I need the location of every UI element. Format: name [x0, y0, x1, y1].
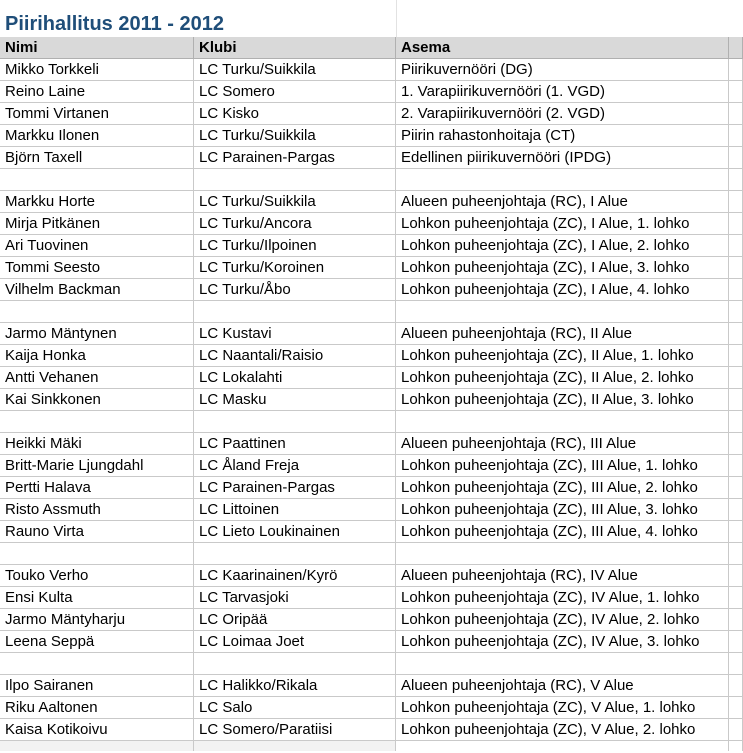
position-cell[interactable]: [396, 301, 729, 323]
position-cell[interactable]: Lohkon puheenjohtaja (ZC), IV Alue, 2. lohko: [396, 609, 729, 631]
name-cell[interactable]: Leena Seppä: [0, 631, 194, 653]
name-cell[interactable]: Tommi Seesto: [0, 257, 194, 279]
name-cell[interactable]: Kai Sinkkonen: [0, 389, 194, 411]
position-cell[interactable]: Lohkon puheenjohtaja (ZC), I Alue, 1. lohko: [396, 213, 729, 235]
column-header-name[interactable]: Nimi: [0, 37, 194, 59]
empty-cell[interactable]: [729, 477, 743, 499]
table-row: [0, 301, 743, 323]
empty-cell[interactable]: [729, 235, 743, 257]
partial-row: [0, 741, 743, 753]
table-row: [0, 169, 743, 191]
name-cell[interactable]: Kaija Honka: [0, 345, 194, 367]
club-cell[interactable]: LC Littoinen: [194, 499, 396, 521]
table-row: [0, 279, 743, 301]
empty-cell[interactable]: [729, 653, 743, 675]
table-row: [0, 323, 743, 345]
empty-cell[interactable]: [729, 345, 743, 367]
name-cell[interactable]: Heikki Mäki: [0, 433, 194, 455]
position-cell[interactable]: Lohkon puheenjohtaja (ZC), III Alue, 3. lohko: [396, 499, 729, 521]
position-cell[interactable]: [396, 653, 729, 675]
table-row: [0, 675, 743, 697]
table-row: [0, 411, 743, 433]
empty-cell[interactable]: [729, 323, 743, 345]
club-cell[interactable]: LC Lokalahti: [194, 367, 396, 389]
table-row: [0, 59, 743, 81]
empty-cell[interactable]: [729, 147, 743, 169]
name-cell[interactable]: Risto Assmuth: [0, 499, 194, 521]
name-cell[interactable]: Jarmo Mäntyharju: [0, 609, 194, 631]
club-cell[interactable]: [194, 301, 396, 323]
empty-cell[interactable]: [729, 411, 743, 433]
position-cell[interactable]: Lohkon puheenjohtaja (ZC), IV Alue, 1. lohko: [396, 587, 729, 609]
table-row: [0, 125, 743, 147]
table-row: [0, 587, 743, 609]
position-cell[interactable]: Piirikuvernööri (DG): [396, 59, 729, 81]
name-cell[interactable]: Ari Tuovinen: [0, 235, 194, 257]
table-row: [0, 213, 743, 235]
position-cell[interactable]: Alueen puheenjohtaja (RC), III Alue: [396, 433, 729, 455]
name-cell[interactable]: [0, 169, 194, 191]
position-cell[interactable]: [396, 411, 729, 433]
empty-cell[interactable]: [729, 367, 743, 389]
table-row: [0, 103, 743, 125]
table-row: [0, 345, 743, 367]
name-cell[interactable]: Markku Horte: [0, 191, 194, 213]
position-cell[interactable]: Lohkon puheenjohtaja (ZC), I Alue, 4. lohko: [396, 279, 729, 301]
name-cell[interactable]: Jarmo Mäntynen: [0, 323, 194, 345]
position-cell[interactable]: Lohkon puheenjohtaja (ZC), V Alue, 2. lohko: [396, 719, 729, 741]
empty-cell[interactable]: [729, 609, 743, 631]
empty-cell[interactable]: [729, 741, 743, 751]
position-cell[interactable]: Edellinen piirikuvernööri (IPDG): [396, 147, 729, 169]
empty-cell[interactable]: [729, 587, 743, 609]
table-row: [0, 697, 743, 719]
table-row: [0, 653, 743, 675]
column-header-row: [0, 37, 743, 59]
club-cell[interactable]: LC Parainen-Pargas: [194, 477, 396, 499]
name-cell[interactable]: Mirja Pitkänen: [0, 213, 194, 235]
empty-cell[interactable]: [729, 169, 743, 191]
club-cell[interactable]: [194, 653, 396, 675]
table-row: [0, 609, 743, 631]
club-cell[interactable]: LC Salo: [194, 697, 396, 719]
position-cell[interactable]: Alueen puheenjohtaja (RC), II Alue: [396, 323, 729, 345]
table-row: [0, 631, 743, 653]
name-cell[interactable]: [0, 543, 194, 565]
position-cell[interactable]: Lohkon puheenjohtaja (ZC), II Alue, 3. lohko: [396, 389, 729, 411]
club-cell[interactable]: [194, 169, 396, 191]
column-header-club[interactable]: Klubi: [194, 37, 396, 59]
empty-cell[interactable]: [396, 741, 729, 751]
name-cell[interactable]: Vilhelm Backman: [0, 279, 194, 301]
table-row: [0, 565, 743, 587]
name-cell[interactable]: [0, 301, 194, 323]
empty-cell[interactable]: [729, 697, 743, 719]
empty-cell[interactable]: [0, 741, 194, 751]
position-cell[interactable]: [396, 169, 729, 191]
name-cell[interactable]: Björn Taxell: [0, 147, 194, 169]
club-cell[interactable]: LC Turku/Åbo: [194, 279, 396, 301]
position-cell[interactable]: Lohkon puheenjohtaja (ZC), IV Alue, 3. lohko: [396, 631, 729, 653]
club-cell[interactable]: LC Turku/Suikkila: [194, 59, 396, 81]
table-row: [0, 191, 743, 213]
empty-cell[interactable]: [729, 257, 743, 279]
name-cell[interactable]: Touko Verho: [0, 565, 194, 587]
column-header-position[interactable]: Asema: [396, 37, 729, 59]
name-cell[interactable]: Ensi Kulta: [0, 587, 194, 609]
table-row: [0, 455, 743, 477]
club-cell[interactable]: LC Naantali/Raisio: [194, 345, 396, 367]
title-cell[interactable]: [0, 0, 396, 37]
club-cell[interactable]: LC Turku/Suikkila: [194, 125, 396, 147]
empty-cell[interactable]: [729, 675, 743, 697]
club-cell[interactable]: LC Åland Freja: [194, 455, 396, 477]
empty-cell[interactable]: [729, 543, 743, 565]
club-cell[interactable]: LC Masku: [194, 389, 396, 411]
club-cell[interactable]: [194, 411, 396, 433]
position-cell[interactable]: Alueen puheenjohtaja (RC), I Alue: [396, 191, 729, 213]
club-cell[interactable]: LC Turku/Suikkila: [194, 191, 396, 213]
position-cell[interactable]: Lohkon puheenjohtaja (ZC), V Alue, 1. lohko: [396, 697, 729, 719]
name-cell[interactable]: Reino Laine: [0, 81, 194, 103]
empty-cell[interactable]: [729, 213, 743, 235]
table-row: [0, 499, 743, 521]
position-cell[interactable]: [396, 543, 729, 565]
club-cell[interactable]: LC Kustavi: [194, 323, 396, 345]
club-cell[interactable]: LC Loimaa Joet: [194, 631, 396, 653]
club-cell[interactable]: LC Halikko/Rikala: [194, 675, 396, 697]
empty-cell[interactable]: [729, 565, 743, 587]
name-cell[interactable]: Tommi Virtanen: [0, 103, 194, 125]
empty-cell[interactable]: [729, 37, 743, 59]
club-cell[interactable]: LC Somero: [194, 81, 396, 103]
empty-cell[interactable]: [729, 499, 743, 521]
position-cell[interactable]: Alueen puheenjohtaja (RC), IV Alue: [396, 565, 729, 587]
table-row: [0, 433, 743, 455]
name-cell[interactable]: Mikko Torkkeli: [0, 59, 194, 81]
club-cell[interactable]: [194, 543, 396, 565]
name-cell[interactable]: Riku Aaltonen: [0, 697, 194, 719]
name-cell[interactable]: Britt-Marie Ljungdahl: [0, 455, 194, 477]
name-cell[interactable]: [0, 653, 194, 675]
name-cell[interactable]: Ilpo Sairanen: [0, 675, 194, 697]
club-cell[interactable]: LC Lieto Loukinainen: [194, 521, 396, 543]
empty-cell[interactable]: [729, 389, 743, 411]
empty-cell[interactable]: [729, 103, 743, 125]
position-cell[interactable]: Lohkon puheenjohtaja (ZC), I Alue, 2. lohko: [396, 235, 729, 257]
empty-cell[interactable]: [729, 433, 743, 455]
table-row: [0, 257, 743, 279]
position-cell[interactable]: Lohkon puheenjohtaja (ZC), III Alue, 1. lohko: [396, 455, 729, 477]
empty-cell[interactable]: [729, 59, 743, 81]
name-cell[interactable]: [0, 411, 194, 433]
empty-cell[interactable]: [729, 301, 743, 323]
position-cell[interactable]: Piirin rahastonhoitaja (CT): [396, 125, 729, 147]
name-cell[interactable]: Rauno Virta: [0, 521, 194, 543]
empty-cell[interactable]: [729, 0, 743, 37]
title-row: [0, 0, 743, 35]
name-cell[interactable]: Kaisa Kotikoivu: [0, 719, 194, 741]
empty-cell[interactable]: [729, 279, 743, 301]
club-cell[interactable]: LC Turku/Ilpoinen: [194, 235, 396, 257]
position-cell[interactable]: Lohkon puheenjohtaja (ZC), II Alue, 1. lohko: [396, 345, 729, 367]
position-cell[interactable]: Lohkon puheenjohtaja (ZC), III Alue, 2. lohko: [396, 477, 729, 499]
table-row: [0, 521, 743, 543]
position-cell[interactable]: Lohkon puheenjohtaja (ZC), II Alue, 2. lohko: [396, 367, 729, 389]
empty-cell[interactable]: [729, 191, 743, 213]
table-row: [0, 477, 743, 499]
table-row: [0, 81, 743, 103]
table-row: [0, 235, 743, 257]
club-cell[interactable]: LC Turku/Ancora: [194, 213, 396, 235]
position-cell[interactable]: Lohkon puheenjohtaja (ZC), III Alue, 4. lohko: [396, 521, 729, 543]
club-cell[interactable]: LC Parainen-Pargas: [194, 147, 396, 169]
empty-cell[interactable]: [729, 521, 743, 543]
club-cell[interactable]: LC Somero/Paratiisi: [194, 719, 396, 741]
empty-cell[interactable]: [729, 125, 743, 147]
empty-cell[interactable]: [729, 631, 743, 653]
sheet-title: Piirihallitus 2011 - 2012: [5, 13, 225, 35]
name-cell[interactable]: Markku Ilonen: [0, 125, 194, 147]
name-cell[interactable]: Pertti Halava: [0, 477, 194, 499]
club-cell[interactable]: LC Kaarinainen/Kyrö: [194, 565, 396, 587]
position-cell[interactable]: Lohkon puheenjohtaja (ZC), I Alue, 3. lohko: [396, 257, 729, 279]
position-cell[interactable]: 1. Varapiirikuvernööri (1. VGD): [396, 81, 729, 103]
table-row: [0, 147, 743, 169]
club-cell[interactable]: LC Tarvasjoki: [194, 587, 396, 609]
club-cell[interactable]: LC Turku/Koroinen: [194, 257, 396, 279]
club-cell[interactable]: LC Paattinen: [194, 433, 396, 455]
empty-cell[interactable]: [729, 719, 743, 741]
table-row: [0, 389, 743, 411]
empty-cell[interactable]: [729, 455, 743, 477]
club-cell[interactable]: LC Oripää: [194, 609, 396, 631]
position-cell[interactable]: 2. Varapiirikuvernööri (2. VGD): [396, 103, 729, 125]
table-row: [0, 719, 743, 741]
empty-cell[interactable]: [729, 81, 743, 103]
empty-cell[interactable]: [396, 0, 729, 37]
table-row: [0, 543, 743, 565]
empty-cell[interactable]: [194, 741, 396, 751]
table-row: [0, 367, 743, 389]
club-cell[interactable]: LC Kisko: [194, 103, 396, 125]
name-cell[interactable]: Antti Vehanen: [0, 367, 194, 389]
position-cell[interactable]: Alueen puheenjohtaja (RC), V Alue: [396, 675, 729, 697]
